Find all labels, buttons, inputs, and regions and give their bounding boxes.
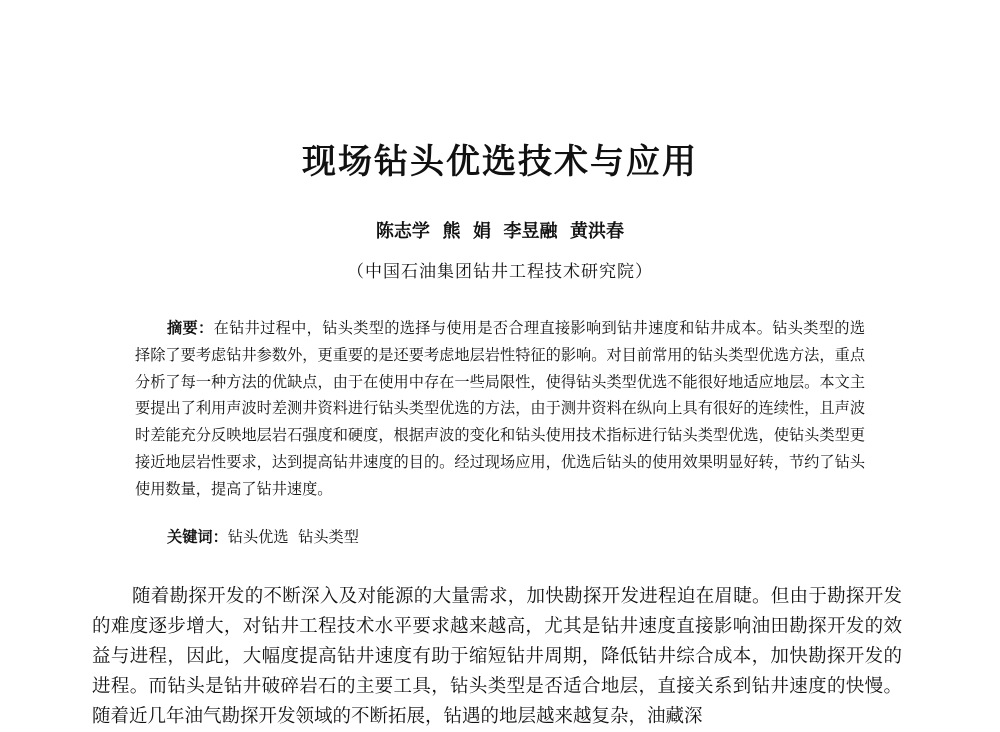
- abstract-label: 摘要：: [167, 319, 214, 337]
- intro-paragraph: 随着勘探开发的不断深入及对能源的大量需求，加快勘探开发进程迫在眉睫。但由于勘探开发的难度逐步增大，对钻井工程技术水平要求越来越高，尤其是钻井速度直接影响油田勘探开发的效益与进程，因此，大幅度提高钻井速度有助于缩短钻井周期，降低钻井综合成本，加快勘探开发的进程。而钻头是钻井破碎岩石的主要工具，钻头类型是否适合地层，直接关系到钻井速度的快慢。随着近几年油气勘探开发领域的不断拓展，钻遇的地层越来越复杂，油藏深: [92, 586, 902, 727]
- keywords: [167, 524, 359, 550]
- keywords-text: 钻头优选 钻头类型: [227, 528, 359, 546]
- abstract-text: 在钻井过程中，钻头类型的选择与使用是否合理直接影响到钻井速度和钻井成本。钻头类型的选择除了要考虑钻井参数外，更重要的是还要考虑地层岩性特征的影响。对目前常用的钻头类型优选方法，重点分析了每一种方法的优缺点，由于在使用中存在一些局限性，使得钻头类型优选不能很好地适应地层。本文主要提出了利用声波时差测井资料进行钻头类型优选的方法，由于测井资料在纵向上具有很好的连续性，且声波时差能充分反映地层岩石强度和硬度，根据声波的变化和钻头使用技术指标进行钻头类型优选，使钻头类型更接近地层岩性要求，达到提高钻井速度的目的。经过现场应用，优选后钻头的使用效果明显好转，节约了钻头使用数量，提高了钻井速度。: [135, 319, 866, 498]
- paper-title: 现场钻头优选技术与应用: [302, 142, 698, 182]
- author-list: 陈志学 熊 娟 李昱融 黄洪春: [375, 221, 625, 242]
- abstract: [135, 315, 865, 503]
- affiliation: （中国石油集团钻井工程技术研究院）: [347, 262, 653, 282]
- keywords-label: 关键词：: [167, 528, 228, 546]
